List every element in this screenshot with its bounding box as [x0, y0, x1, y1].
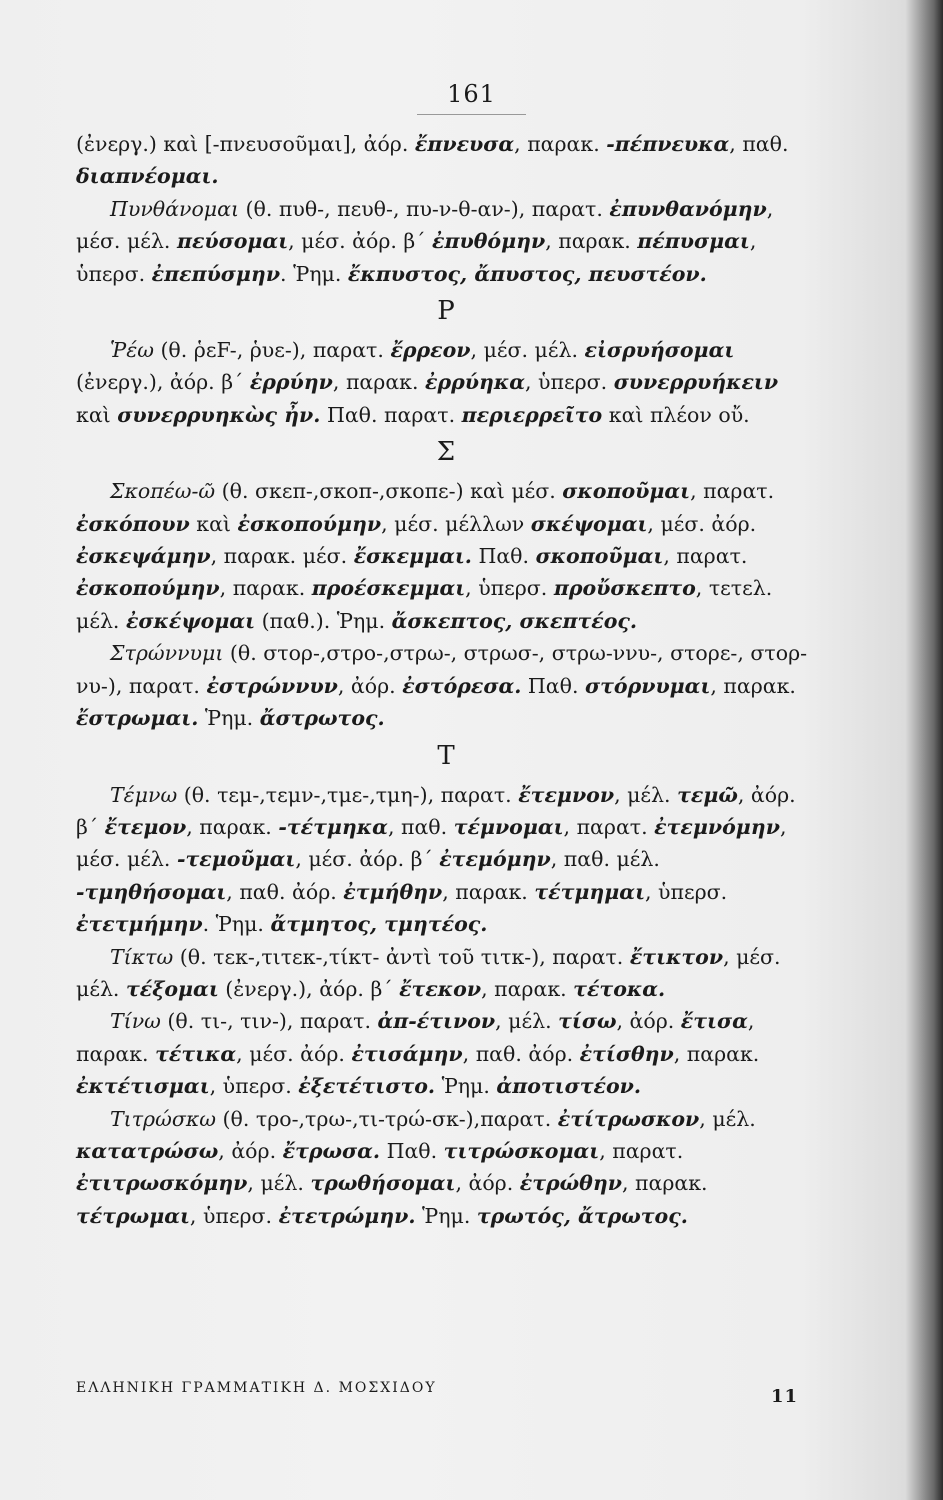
text-run: , παρακ.	[545, 229, 638, 254]
verb-form: ἔτεμνον	[518, 782, 615, 807]
text-run: , ὑπερσ.	[645, 879, 728, 904]
text-run: (θ. πυθ-, πευθ-, πυ-ν-θ-αν-), παρατ.	[239, 196, 610, 221]
text-run: , παρατ.	[690, 479, 775, 504]
verb-form: τίσω	[558, 1009, 617, 1034]
lemma: Στρώννυμι	[110, 641, 224, 666]
text-run: , μέσ. μέλλων	[381, 511, 531, 536]
entry-rheo	[76, 334, 816, 431]
page-footer	[76, 1380, 798, 1407]
verb-form: τιτρώσκομαι	[443, 1138, 600, 1163]
verb-form: ἐρρύην	[249, 370, 333, 395]
verb-form: ἐσκοπούμην	[237, 511, 382, 536]
verb-form: ἔτικτον	[629, 944, 724, 969]
verb-form: ἄστρωτος.	[259, 706, 385, 731]
text-run: Παθ. παρατ.	[320, 402, 462, 427]
text-run: (θ. τρο-,τρω-,τι-τρώ-σκ-),παρατ.	[215, 1106, 558, 1131]
section-letter-sigma: Σ	[436, 437, 456, 468]
verb-form: τέτικα	[155, 1041, 237, 1066]
verb-form: ἐτετρώμην.	[278, 1203, 416, 1228]
text-run: Ῥημ.	[198, 706, 260, 731]
text-run: , μέσ. ἀόρ.	[647, 511, 757, 536]
verb-form: -τμηθήσομαι	[76, 879, 227, 904]
text-run: , ὑπερσ.	[76, 229, 757, 286]
verb-form: στόρνυμαι	[585, 673, 711, 698]
entry-temno	[76, 779, 816, 941]
verb-form: ἐτεμόμην	[439, 847, 551, 872]
verb-form: -τέτμηκα	[278, 814, 388, 839]
text-run: Ῥημ.	[435, 1074, 497, 1099]
verb-form: ἔτρωσα.	[282, 1138, 381, 1163]
text-run: Παθ.	[471, 544, 536, 569]
lemma: Ῥέω	[110, 338, 154, 363]
text-run: Παθ.	[380, 1138, 444, 1163]
verb-form: τρωθήσομαι	[310, 1171, 456, 1196]
section-letter-rho: Ρ	[437, 296, 455, 327]
text-run: (θ. ῥεF-, ῥυε-), παρατ.	[153, 338, 391, 363]
verb-form: ἄσκεπτος, σκεπτέος.	[391, 608, 638, 633]
text-run: , ἀόρ.	[337, 673, 403, 698]
verb-form: ἔρρεον	[390, 338, 471, 363]
text-run: , μέσ. μέλ.	[470, 338, 585, 363]
verb-form: ἐστρώννυν	[206, 673, 338, 698]
verb-form: διαπνέομαι.	[76, 164, 219, 189]
text-run: (θ. τι-, τιν-), παρατ.	[160, 1009, 378, 1034]
signature-mark: 11	[770, 1386, 798, 1407]
text-run: (ἐνεργ.), ἀόρ. β΄	[76, 370, 250, 395]
text-run: (παθ.). Ῥημ.	[255, 608, 392, 633]
verb-form: ἔτισα	[680, 1009, 748, 1034]
verb-form: ἀποτιστέον.	[496, 1074, 641, 1099]
verb-form: ἔπνευσα	[414, 132, 515, 156]
verb-form: τέτμημαι	[534, 879, 646, 904]
text-run: , παθ.	[729, 132, 789, 156]
verb-form: τέτοκα.	[573, 976, 666, 1001]
entry-pynthanomai	[76, 193, 816, 290]
text-run: , ὑπερσ.	[465, 576, 554, 601]
text-run: Ῥημ.	[415, 1203, 477, 1228]
verb-form: ἔσκεμμαι.	[353, 544, 472, 569]
text-run: , παθ. ἀόρ.	[462, 1041, 580, 1066]
text-run: , μέλ.	[495, 1009, 559, 1034]
text-run: , τετελ. μέλ.	[76, 576, 773, 633]
text-run: , παρακ.	[621, 1171, 708, 1196]
entry-titrosko	[76, 1103, 816, 1233]
section-letter-tau: Τ	[437, 740, 455, 771]
lemma: Σκοπέω-ῶ	[110, 479, 216, 504]
text-run: , παρατ.	[663, 544, 748, 569]
text-run: , μέσ. ἀόρ. β΄	[288, 229, 433, 254]
text-run: , παθ. ἀόρ.	[226, 879, 344, 904]
verb-form: ἔστρωμαι.	[76, 706, 199, 731]
verb-form: ἐσκέψομαι	[125, 608, 256, 633]
text-run: , μέσ. μέλ.	[76, 814, 787, 872]
verb-form: προέσκεμμαι	[311, 576, 466, 601]
text-run: , παρατ.	[599, 1138, 684, 1163]
lemma: Τιτρώσκω	[110, 1106, 216, 1131]
page-header	[0, 80, 943, 115]
verb-form: τέμνομαι	[453, 814, 564, 839]
text-run: , παρακ.	[481, 976, 574, 1001]
text-run: , μέσ. ἀόρ.	[236, 1041, 352, 1066]
verb-form: -πέπνευκα	[606, 132, 730, 156]
text-run: , μέλ.	[247, 1171, 311, 1196]
text-run: , ἀόρ.	[616, 1009, 681, 1034]
text-run: , ὑπερσ.	[189, 1203, 279, 1228]
text-run: , παρακ.	[442, 879, 535, 904]
verb-form: ἐτιτρωσκόμην	[76, 1171, 248, 1196]
verb-form: κατατρώσω	[76, 1138, 219, 1163]
verb-form: ἐτισάμην	[351, 1041, 463, 1066]
text-run: , παθ. μέλ.	[550, 847, 660, 872]
verb-form: ἐστόρεσα.	[402, 673, 522, 698]
entry-tikto	[76, 941, 816, 1006]
verb-form: ἐκτέτισμαι	[76, 1074, 210, 1099]
text-run: , παρακ.	[710, 673, 796, 698]
text-run: (ἐνεργ.) καὶ [-πνευσοῦμαι], ἀόρ.	[76, 132, 415, 156]
verb-form: ἐτρώθην	[519, 1171, 622, 1196]
entry-stronnymi	[76, 637, 816, 734]
text-run: , μέσ. μέλ.	[76, 196, 774, 254]
text-run: , παθ.	[387, 814, 454, 839]
verb-form: τέτρωμαι	[76, 1203, 190, 1228]
text-run: , ὑπερσ.	[209, 1074, 299, 1099]
page-body	[76, 128, 816, 1232]
verb-form: ἐτεμνόμην	[654, 814, 780, 839]
text-run: , παρακ.	[514, 132, 607, 156]
entry-skopeo	[76, 475, 816, 637]
verb-form: -τεμοῦμαι	[176, 847, 296, 872]
lemma: Πυνθάνομαι	[110, 196, 239, 221]
verb-form: ἐπυθόμην	[432, 229, 546, 254]
text-run: , μέλ.	[614, 782, 678, 807]
verb-form: ἔτεκον	[399, 976, 482, 1001]
lemma: Τίκτω	[110, 944, 174, 969]
text-run: , μέσ. ἀόρ. β΄	[295, 847, 440, 872]
text-run: (ἐνεργ.), ἀόρ. β΄	[218, 976, 400, 1001]
verb-form: ἐξετέτιστο.	[298, 1074, 436, 1099]
text-run: . Ῥημ.	[280, 261, 348, 286]
verb-form: σκέψομαι	[530, 511, 648, 536]
text-run: , παρατ.	[563, 814, 655, 839]
verb-form: περιερρεῖτο	[461, 402, 603, 427]
entry-tino	[76, 1005, 816, 1102]
text-run: καὶ πλέον οὔ.	[602, 402, 750, 427]
entry-continuation	[76, 128, 816, 193]
verb-form: ἐτίσθην	[579, 1041, 674, 1066]
verb-form: ἐσκεψάμην	[76, 544, 211, 569]
text-run: , ὑπερσ.	[525, 370, 614, 395]
verb-form: συνερρυήκειν	[613, 370, 779, 395]
verb-form: ἐτίτρωσκον	[557, 1106, 700, 1131]
verb-form: ἐπεπύσμην	[151, 261, 281, 286]
text-run: (θ. σκεπ-,σκοπ-,σκοπε-) καὶ μέσ.	[215, 479, 563, 504]
text-run: , παρακ.	[332, 370, 426, 395]
verb-form: ἄτμητος, τμητέος.	[270, 912, 488, 937]
verb-form: ἔκπυστος, ἄπυστος, πευστέον.	[347, 261, 707, 286]
text-run: , παρακ. μέσ.	[210, 544, 354, 569]
verb-form: τέξομαι	[125, 976, 219, 1001]
verb-form: πεύσομαι	[176, 229, 289, 254]
verb-form: ἐρρύηκα	[425, 370, 526, 395]
verb-form: ἐπυνθανόμην	[609, 196, 767, 221]
text-run: (θ. τεκ-,τιτεκ-,τίκτ- ἀντὶ τοῦ τιτκ-), παρατ.	[173, 944, 630, 969]
verb-form: σκοποῦμαι	[562, 479, 691, 504]
text-run: καὶ	[76, 402, 118, 427]
text-run: , μέσ. μέλ.	[76, 944, 781, 1001]
text-run: Παθ.	[521, 673, 585, 698]
verb-form: ἐσκοπούμην	[76, 576, 220, 601]
verb-form: εἰσρυήσομαι	[584, 338, 735, 363]
page-number: 161	[417, 80, 526, 115]
text-run: . Ῥημ.	[202, 912, 271, 937]
text-run: καὶ	[189, 511, 238, 536]
text-run: , παρακ.	[186, 814, 279, 839]
text-run: (θ. στορ-,στρο-,στρω-, στρωσ-, στρω-ννυ-, στορε-, στορ-νυ-), παρατ.	[76, 641, 808, 698]
verb-form: ἐσκόπουν	[76, 511, 190, 536]
verb-form: ἀπ-έτινον	[377, 1009, 496, 1034]
verb-form: σκοποῦμαι	[535, 544, 664, 569]
verb-form: ἐτετμήμην	[76, 912, 203, 937]
text-run: , ἀόρ. β΄	[76, 782, 796, 839]
text-run: , παρακ.	[76, 1009, 755, 1066]
text-run: , παρακ.	[673, 1041, 760, 1066]
text-run: (θ. τεμ-,τεμν-,τμε-,τμη-), παρατ.	[177, 782, 519, 807]
verb-form: ἔτεμον	[104, 814, 187, 839]
lemma: Τίνω	[110, 1009, 161, 1034]
verb-form: τεμῶ	[677, 782, 738, 807]
text-run: , παρακ.	[219, 576, 312, 601]
lemma: Τέμνω	[110, 782, 178, 807]
verb-form: τρωτός, ἄτρωτος.	[476, 1203, 688, 1228]
verb-form: συνερρυηκὼς ἦν.	[117, 402, 321, 427]
verb-form: πέπυσμαι	[637, 229, 750, 254]
text-run: , ἀόρ.	[218, 1138, 283, 1163]
text-run: , ἀόρ.	[455, 1171, 520, 1196]
running-title: ΕΛΛΗΝΙΚΗ ΓΡΑΜΜΑΤΙΚΗ Δ. ΜΟΣΧΙΔΟΥ	[76, 1380, 437, 1396]
text-run: , μέλ.	[699, 1106, 756, 1131]
verb-form: προὔσκεπτο	[553, 576, 696, 601]
verb-form: ἐτμήθην	[343, 879, 443, 904]
